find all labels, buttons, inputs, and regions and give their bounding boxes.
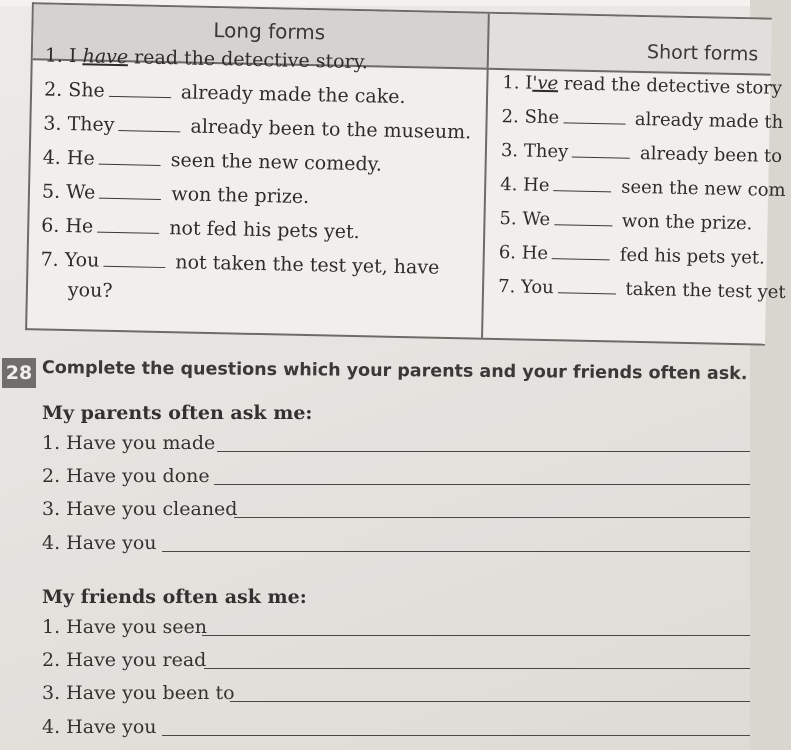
row-number: 5. bbox=[499, 208, 517, 230]
friends-question-3 bbox=[42, 680, 750, 708]
answer-line[interactable] bbox=[230, 701, 750, 702]
question-text: 4. Have you bbox=[42, 716, 157, 738]
short-forms-header-cell bbox=[489, 14, 772, 76]
long-row-7-wrap: you? bbox=[67, 279, 113, 302]
question-text: 1. Have you made bbox=[42, 432, 216, 454]
fill-blank[interactable] bbox=[99, 150, 161, 166]
row-rest: already been to bbox=[639, 142, 783, 167]
question-text: 3. Have you cleaned bbox=[42, 498, 238, 520]
parents-question-4 bbox=[42, 530, 750, 558]
row-rest: not taken the test yet, have bbox=[175, 251, 440, 279]
row-number: 6. bbox=[41, 214, 60, 237]
short-row-6 bbox=[499, 242, 765, 269]
answer-line[interactable] bbox=[204, 668, 750, 669]
friends-heading: My friends often ask me: bbox=[42, 586, 307, 608]
short-row-3 bbox=[501, 140, 783, 167]
exercise-instruction: Complete the questions which your parents and your friends often ask. bbox=[41, 358, 748, 385]
long-row-7 bbox=[40, 248, 439, 278]
row-number: 3. bbox=[43, 112, 62, 135]
row-number: 5. bbox=[41, 180, 61, 203]
answer-line[interactable] bbox=[217, 451, 750, 452]
fill-blank[interactable] bbox=[552, 244, 610, 260]
fill-blank[interactable] bbox=[554, 210, 612, 226]
exercise-28 bbox=[0, 350, 750, 750]
row-rest: already been to the museum. bbox=[190, 115, 472, 144]
question-text: 4. Have you bbox=[42, 532, 157, 554]
long-row-4 bbox=[42, 146, 382, 175]
row-rest: seen the new com bbox=[621, 176, 786, 202]
row-subject: She bbox=[68, 78, 106, 102]
fill-blank[interactable] bbox=[572, 143, 630, 159]
row-rest: read the detective story. bbox=[133, 46, 369, 74]
fill-blank[interactable] bbox=[97, 218, 159, 234]
row-subject: They bbox=[67, 112, 115, 136]
forms-table bbox=[25, 2, 786, 345]
row-number: 6. bbox=[498, 242, 517, 264]
parents-question-1 bbox=[42, 430, 750, 458]
row-subject: We bbox=[522, 208, 551, 231]
answer-line[interactable] bbox=[214, 484, 750, 485]
row-number: 4. bbox=[42, 146, 62, 169]
friends-question-4 bbox=[42, 714, 750, 742]
fill-blank[interactable] bbox=[109, 82, 171, 98]
row-rest: fed his pets yet. bbox=[619, 244, 766, 269]
row-rest: seen the new comedy. bbox=[170, 149, 383, 176]
row-rest: read the detective story bbox=[563, 73, 783, 99]
parents-question-2 bbox=[42, 463, 750, 491]
answer-line[interactable] bbox=[162, 551, 750, 552]
row-rest: not fed his pets yet. bbox=[169, 217, 360, 244]
row-number: 2. bbox=[501, 106, 520, 128]
answer-line[interactable] bbox=[202, 635, 750, 636]
row-rest: won the prize. bbox=[171, 183, 310, 209]
row-number: 2. bbox=[43, 78, 63, 101]
row-subject: We bbox=[65, 180, 96, 204]
row-subject: He bbox=[522, 174, 550, 197]
row-rest: taken the test yet bbox=[625, 278, 786, 304]
row-subject: You bbox=[520, 276, 554, 299]
row-subject: She bbox=[524, 106, 560, 129]
fill-blank[interactable] bbox=[103, 252, 165, 268]
fill-blank[interactable] bbox=[563, 108, 625, 124]
row-rest: won the prize. bbox=[621, 210, 753, 235]
exercise-number-badge: 28 bbox=[2, 358, 36, 388]
answer-line[interactable] bbox=[162, 735, 750, 736]
row-subject: He bbox=[65, 214, 94, 238]
fill-blank[interactable] bbox=[99, 184, 161, 200]
row-rest: already made th bbox=[634, 108, 784, 133]
row-number: 7. bbox=[40, 248, 59, 271]
row-subject: I bbox=[525, 72, 533, 94]
long-row-5 bbox=[42, 180, 310, 208]
question-text: 3. Have you been to bbox=[42, 682, 235, 704]
row-subject: He bbox=[66, 146, 95, 170]
answer-line[interactable] bbox=[234, 517, 750, 518]
forms-table-wrapper bbox=[15, 0, 786, 351]
parents-heading: My parents often ask me: bbox=[42, 402, 313, 424]
row-subject: I bbox=[68, 44, 77, 68]
short-row-1 bbox=[502, 72, 782, 99]
row-rest: already made the cake. bbox=[180, 81, 406, 109]
row-contraction: 've bbox=[532, 72, 559, 95]
row-number: 1. bbox=[502, 72, 520, 94]
long-row-3 bbox=[43, 112, 471, 143]
row-number: 7. bbox=[497, 276, 516, 298]
short-forms-header: Short forms bbox=[646, 41, 759, 66]
fill-blank[interactable] bbox=[553, 176, 611, 192]
short-row-7 bbox=[498, 276, 786, 303]
row-subject: He bbox=[521, 242, 549, 265]
question-text: 2. Have you read bbox=[42, 649, 207, 671]
short-row-5 bbox=[499, 208, 752, 234]
question-text: 1. Have you seen bbox=[42, 616, 208, 638]
long-row-2 bbox=[44, 78, 406, 108]
row-number: 4. bbox=[500, 174, 518, 196]
row-subject: You bbox=[64, 248, 100, 272]
long-forms-header: Long forms bbox=[213, 18, 326, 45]
short-row-2 bbox=[501, 106, 783, 133]
row-verb: have bbox=[82, 45, 129, 69]
row-number: 1. bbox=[44, 44, 64, 67]
fill-blank[interactable] bbox=[558, 278, 616, 294]
parents-question-3 bbox=[42, 496, 750, 524]
short-row-4 bbox=[500, 174, 786, 201]
long-row-6 bbox=[41, 214, 360, 243]
row-subject: They bbox=[523, 140, 569, 163]
fill-blank[interactable] bbox=[118, 116, 180, 132]
question-text: 2. Have you done bbox=[42, 465, 210, 487]
friends-question-2 bbox=[42, 647, 750, 675]
friends-question-1 bbox=[42, 614, 750, 642]
row-number: 3. bbox=[500, 140, 519, 162]
